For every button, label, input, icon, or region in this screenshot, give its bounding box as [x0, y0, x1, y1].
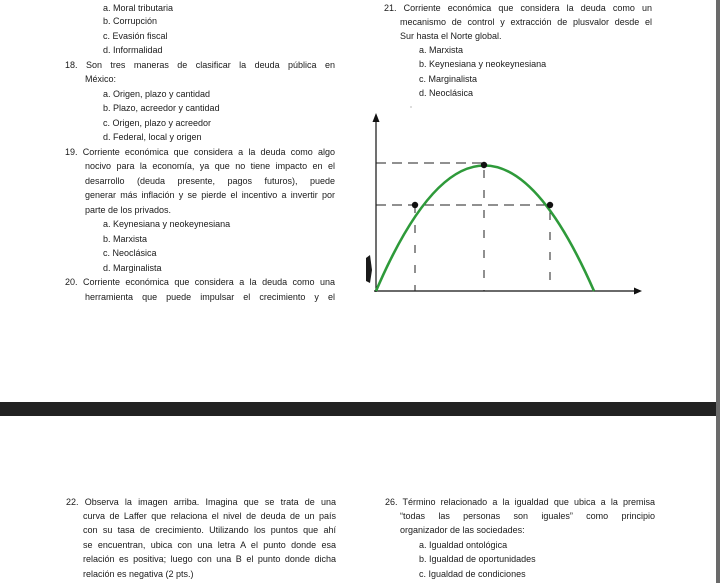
q21-option-a: a. Marxista: [419, 45, 464, 55]
q21-option-c: c. Marginalista: [419, 74, 478, 84]
q22-question-l3: con su tasa de crecimiento. Utilizando los puntos que ahí: [83, 525, 336, 535]
q20-question-l2: herramienta que puede impulsar el crecimiento y el: [85, 292, 335, 302]
q18-option-b: b. Plazo, acreedor y cantidad: [103, 103, 220, 113]
q17-option-d: d. Informalidad: [103, 45, 163, 55]
q22-question-l4: se encuentran, ubica con una letra A el punto donde esa: [83, 540, 336, 550]
q18-option-d: d. Federal, local y origen: [103, 132, 202, 142]
q26-option-b: b. Igualdad de oportunidades: [419, 554, 536, 564]
q26-question-l3: organizador de las sociedades:: [400, 525, 525, 535]
q22-question-l5: relación es positiva; luego con una B el punto donde dicha: [83, 554, 336, 564]
q20-question: 20. Corriente económica que considera a la deuda como una: [65, 277, 335, 287]
q19-option-b: b. Marxista: [103, 234, 148, 244]
q26-option-c: c. Igualdad de condiciones: [419, 569, 526, 579]
curve-point-peak[interactable]: [481, 162, 487, 168]
q22-question-l2: curva de Laffer que relaciona el nivel de deuda de un país: [83, 511, 336, 521]
q18-option-c: c. Origen, plazo y acreedor: [103, 118, 212, 128]
q19-option-d: d. Marginalista: [103, 263, 162, 273]
q19-question-l3: desarrollo (deuda presente, pagos futuros), puede: [85, 176, 335, 186]
q21-question: 21. Corriente económica que considera la deuda como un: [384, 3, 652, 13]
q18-question-cont: México:: [85, 74, 117, 84]
q19-question-l4: generar más inflación y se pierde el incentivo a invertir por: [85, 190, 335, 200]
q19-option-a: a. Keynesiana y neokeynesiana: [103, 219, 231, 229]
laffer-curve: [376, 166, 594, 292]
q19-question-l2: nocivo para la economía, ya que no tiene impacto en el: [85, 161, 335, 171]
q21-question-l2: mecanismo de control y extracción de plusvalor desde el: [400, 17, 652, 27]
y-axis-arrow-icon: [373, 113, 380, 122]
edge-marker: [366, 255, 372, 283]
speck: [410, 106, 411, 107]
x-axis-arrow-icon: [634, 288, 642, 295]
q21-option-b: b. Keynesiana y neokeynesiana: [419, 59, 547, 69]
q21-question-l3: Sur hasta el Norte global.: [400, 31, 502, 41]
q18-option-a: a. Origen, plazo y cantidad: [103, 89, 211, 99]
q21-option-d: d. Neoclásica: [419, 88, 474, 98]
curve-point-right[interactable]: [547, 202, 553, 208]
page-separator-band: [0, 402, 720, 416]
q17-option-b: b. Corrupción: [103, 16, 158, 26]
q22-question: 22. Observa la imagen arriba. Imagina que se trata de una: [66, 497, 336, 507]
q22-question-l6: relación es negativa (2 pts.): [83, 569, 194, 579]
q17-option-a: a. Moral tributaria: [103, 3, 174, 13]
q17-option-c: c. Evasión fiscal: [103, 31, 168, 41]
q19-option-c: c. Neoclásica: [103, 248, 157, 258]
q26-option-a: a. Igualdad ontológica: [419, 540, 508, 550]
window-right-edge: [716, 0, 720, 583]
curve-point-left[interactable]: [412, 202, 418, 208]
q18-question: 18. Son tres maneras de clasificar la deuda pública en: [65, 60, 335, 70]
q26-question-l2: “todas las personas son iguales” como principio: [400, 511, 655, 521]
q19-question-l5: parte de los privados.: [85, 205, 172, 215]
q26-question: 26. Término relacionado a la igualdad que ubica a la premisa: [385, 497, 655, 507]
q19-question: 19. Corriente económica que considera a la deuda como algo: [65, 147, 335, 157]
worksheet-page-bottom: [0, 416, 720, 583]
